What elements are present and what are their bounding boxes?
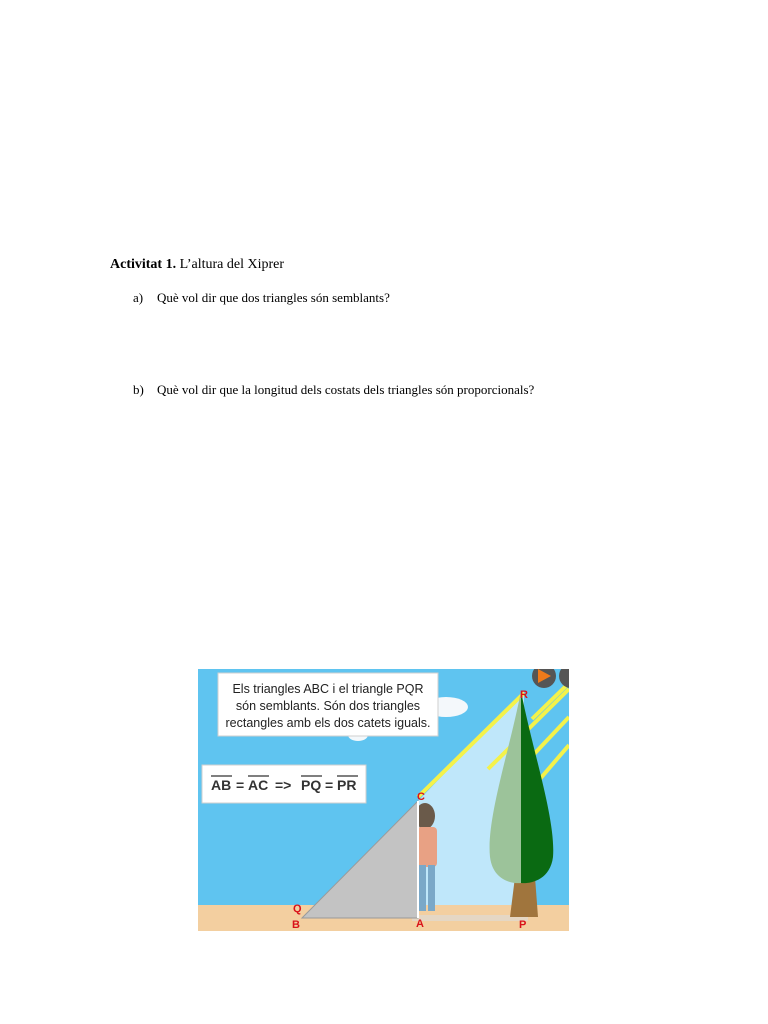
- question-text: Què vol dir que la longitud dels costats dels triangles són proporcionals?: [157, 382, 535, 397]
- figure-svg: [198, 669, 569, 931]
- question-marker: b): [133, 382, 144, 397]
- note-line-1: Els triangles ABC i el triangle PQR: [232, 682, 424, 696]
- activity-heading: [110, 257, 284, 273]
- question-text: Què vol dir que dos triangles són semblants?: [157, 290, 390, 305]
- label-q: Q: [293, 903, 302, 915]
- similar-triangles-figure: [198, 669, 569, 931]
- segment-pq: PQ: [301, 777, 322, 793]
- label-a: A: [416, 918, 424, 930]
- implies: =>: [275, 777, 292, 793]
- equals-2: =: [325, 777, 334, 793]
- segment-ab: AB: [211, 777, 232, 793]
- segment-ac: AC: [248, 777, 269, 793]
- activity-number: Activitat 1.: [110, 257, 177, 272]
- label-r: R: [520, 689, 528, 701]
- equals-1: =: [236, 777, 245, 793]
- label-b: B: [292, 919, 300, 931]
- question-marker: a): [133, 290, 144, 305]
- activity-title: L’altura del Xiprer: [179, 257, 285, 272]
- label-p: P: [519, 919, 527, 931]
- note-line-3: rectangles amb els dos catets iguals.: [225, 716, 431, 730]
- label-c: C: [417, 791, 425, 803]
- note-line-2: són semblants. Són dos triangles: [235, 699, 421, 713]
- segment-pr: PR: [337, 777, 357, 793]
